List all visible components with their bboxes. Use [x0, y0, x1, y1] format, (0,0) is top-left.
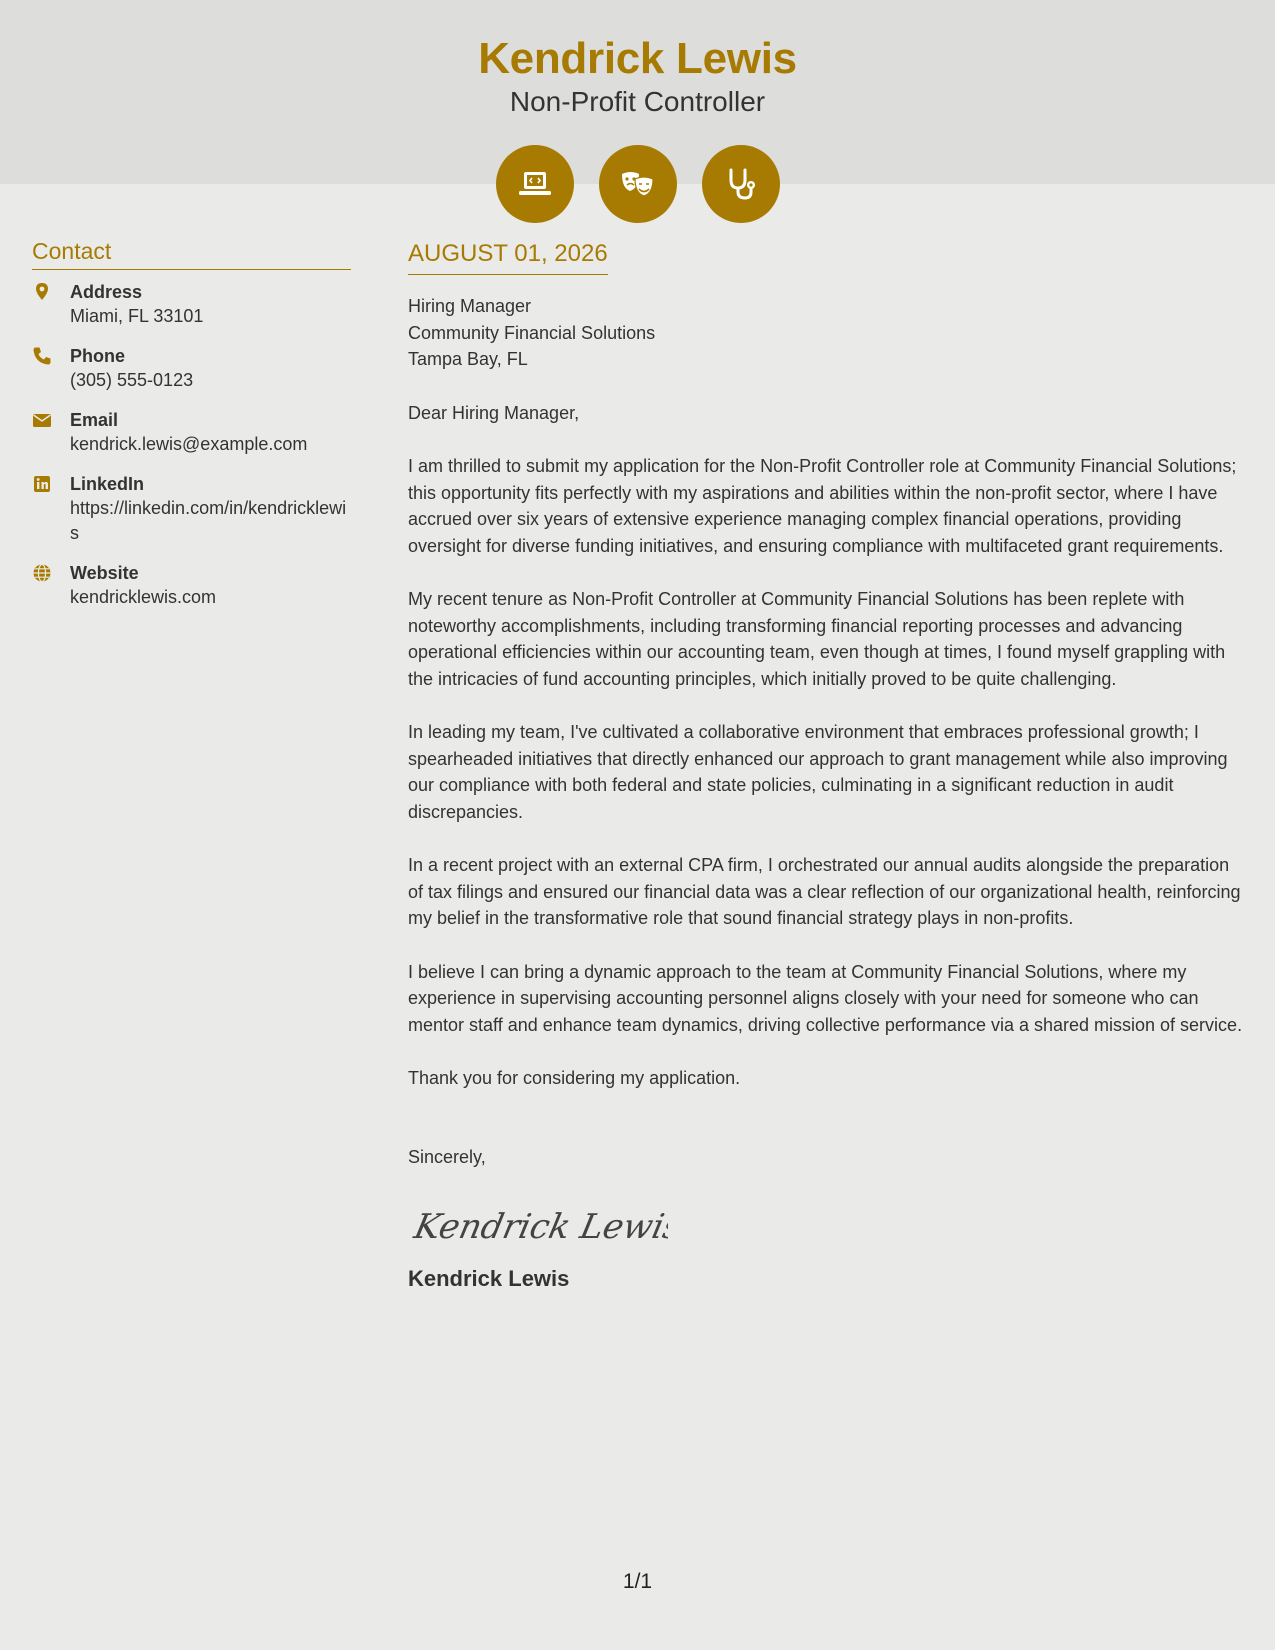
signed-name: Kendrick Lewis: [408, 1265, 570, 1291]
contact-website: [32, 561, 351, 610]
closing: Sincerely,: [408, 1146, 486, 1167]
salutation: Dear Hiring Manager,: [408, 402, 580, 423]
interest-icons: [0, 145, 1275, 223]
website-value[interactable]: kendricklewis.com: [70, 587, 217, 607]
phone-icon: [32, 344, 70, 393]
paragraph: Thank you for considering my application.: [408, 1068, 741, 1088]
contact-email: [32, 408, 351, 457]
paragraph: My recent tenure as Non-Profit Controller at Community Financial Solutions has been replete with noteworthy accomplishments, including transforming financial reporting processes and advancing operational efficiencies within our accounting team, even though at times, I found myself grappling with the intricacies of fund accounting principles, which initially proved to be quite challenging.: [408, 589, 1226, 689]
contact-linkedin: [32, 472, 351, 546]
recipient-location: Tampa Bay, FL: [408, 349, 528, 369]
phone-label: Phone: [70, 346, 126, 366]
address-label: Address: [70, 282, 143, 302]
website-label: Website: [70, 563, 139, 583]
location-pin-icon: [32, 280, 70, 329]
page-number: 1/1: [622, 1570, 653, 1593]
theater-masks-icon: [599, 145, 677, 223]
laptop-code-icon: [496, 145, 574, 223]
email-label: Email: [70, 410, 119, 430]
paragraph: In a recent project with an external CPA firm, I orchestrated our annual audits alongside the preparation of tax filings and ensured our financial data was a clear reflection of our organizational health, reinforcing my belief in the transformative role that sound financial strategy plays in non-profits.: [408, 855, 1241, 928]
envelope-icon: [32, 408, 70, 457]
linkedin-label: LinkedIn: [70, 474, 145, 494]
linkedin-icon: [32, 472, 70, 546]
globe-icon: [32, 561, 70, 610]
email-value[interactable]: kendrick.lewis@example.com: [70, 434, 308, 454]
applicant-name: Kendrick Lewis: [478, 34, 797, 83]
recipient-block: [408, 293, 1246, 373]
phone-value: (305) 555-0123: [70, 370, 194, 390]
contact-phone: [32, 344, 351, 393]
signature-text: Kendrick Lewis: [410, 1206, 668, 1247]
paragraph: I believe I can bring a dynamic approach to the team at Community Financial Solutions, where my experience in supervising accounting personnel aligns closely with your need for someone who can mentor staff and enhance team dynamics, driving collective performance via a shared mission of service.: [408, 961, 1243, 1035]
letter-date: AUGUST 01, 2026: [408, 240, 608, 275]
job-title: Non-Profit Controller: [509, 86, 766, 117]
address-value: Miami, FL 33101: [70, 306, 204, 326]
recipient-company: Community Financial Solutions: [408, 322, 656, 343]
stethoscope-icon: [702, 145, 780, 223]
letter-body: [408, 240, 1246, 1292]
linkedin-value[interactable]: https://linkedin.com/in/kendricklewis: [70, 498, 347, 543]
recipient-name: Hiring Manager: [408, 296, 532, 316]
handwritten-signature: [408, 1194, 1246, 1254]
contact-address: [32, 280, 351, 329]
paragraph: In leading my team, I've cultivated a collaborative environment that embraces professional growth; I spearheaded initiatives that directly enhanced our approach to grant management while also improving our compliance with both federal and state policies, culminating in a significant reduction in audit discrepancies.: [408, 722, 1228, 822]
contact-heading: Contact: [32, 238, 351, 270]
contact-sidebar: [32, 238, 351, 625]
paragraph: I am thrilled to submit my application for the Non-Profit Controller role at Community Financial Solutions; this opportunity fits perfectly with my aspirations and abilities within the non-profit sector, where I have accrued over six years of extensive experience managing complex financial operations, providing oversight for diverse funding initiatives, and ensuring compliance with multifaceted grant requirements.: [408, 456, 1237, 556]
